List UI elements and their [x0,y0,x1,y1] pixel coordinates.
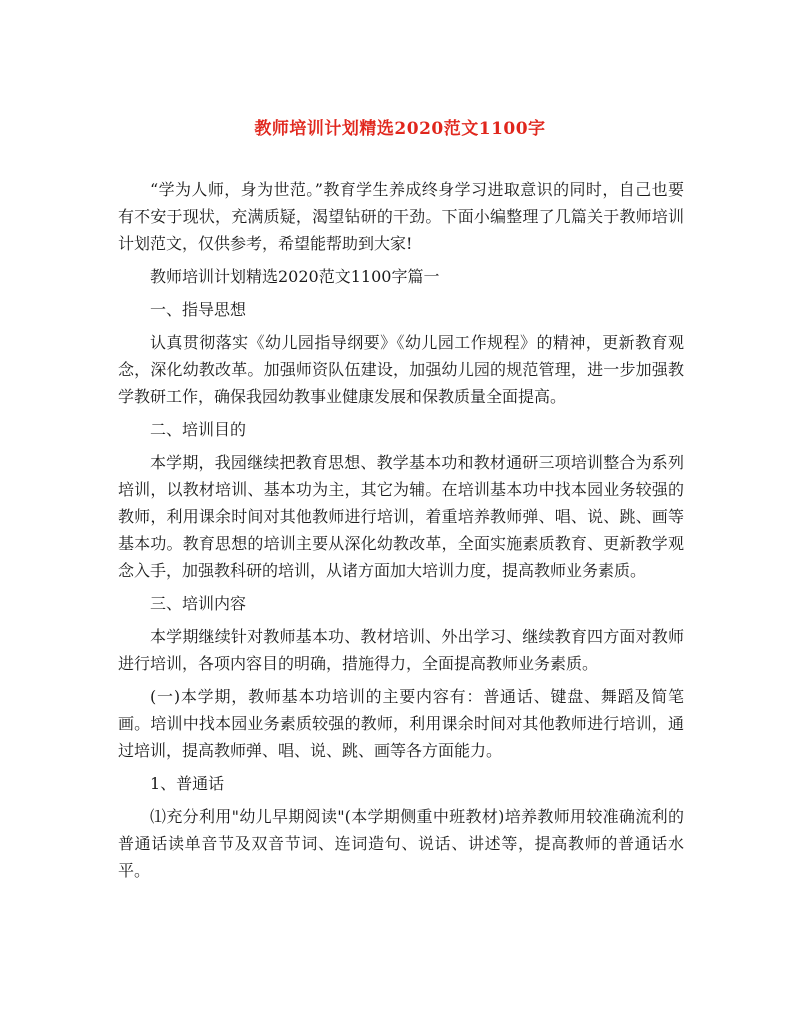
paragraph-basic-skills: (一)本学期，教师基本功培训的主要内容有：普通话、键盘、舞蹈及简笔画。培训中找本园业务素质较强的教师，利用课余时间对其他教师进行培训，通过培训，提高教师弹、唱、说、跳、画等各方面能力。 [118,687,684,760]
heading-training-purpose: 二、培训目的 [150,420,247,439]
document-title: 教师培训计划精选2020范文1100字 [254,119,546,139]
intro-paragraph: “学为人师，身为世范。”教育学生养成终身学习进取意识的同时，自己也要有不安于现状，充满质疑，渴望钻研的干劲。下面小编整理了几篇关于教师培训计划范文，仅供参考，希望能帮助到大家! [118,180,684,253]
paragraph-mandarin: ⑴充分利用"幼儿早期阅读"(本学期侧重中班教材)培养教师用较准确流利的普通话读单音节及双音节词、连词造句、说话、讲述等，提高教师的普通话水平。 [118,807,684,880]
document-body [118,176,684,890]
section-title-article-one: 教师培训计划精选2020范文1100字篇一 [150,267,440,286]
heading-guiding-ideology: 一、指导思想 [150,300,247,319]
paragraph-training-content: 本学期继续针对教师基本功、教材培训、外出学习、继续教育四方面对教师进行培训，各项内容目的明确，措施得力，全面提高教师业务素质。 [118,627,684,673]
heading-training-content: 三、培训内容 [150,594,247,613]
paragraph-training-purpose: 本学期，我园继续把教育思想、教学基本功和教材通研三项培训整合为系列培训，以教材培训、基本功为主，其它为辅。在培训基本功中找本园业务较强的教师，利用课余时间对其他教师进行培训，着重培养教师弹、唱、说、跳、画等基本功。教育思想的培训主要从深化幼教改革，全面实施素质教育、更新教学观念入手，加强教科研的培训，从诸方面加大培训力度，提高教师业务素质。 [118,453,684,580]
paragraph-guiding-ideology: 认真贯彻落实《幼儿园指导纲要》《幼儿园工作规程》的精神，更新教育观念，深化幼教改革。加强师资队伍建设，加强幼儿园的规范管理，进一步加强教学教研工作，确保我园幼教事业健康发展和保教质量全面提高。 [118,333,684,406]
heading-mandarin: 1、普通话 [150,774,225,793]
